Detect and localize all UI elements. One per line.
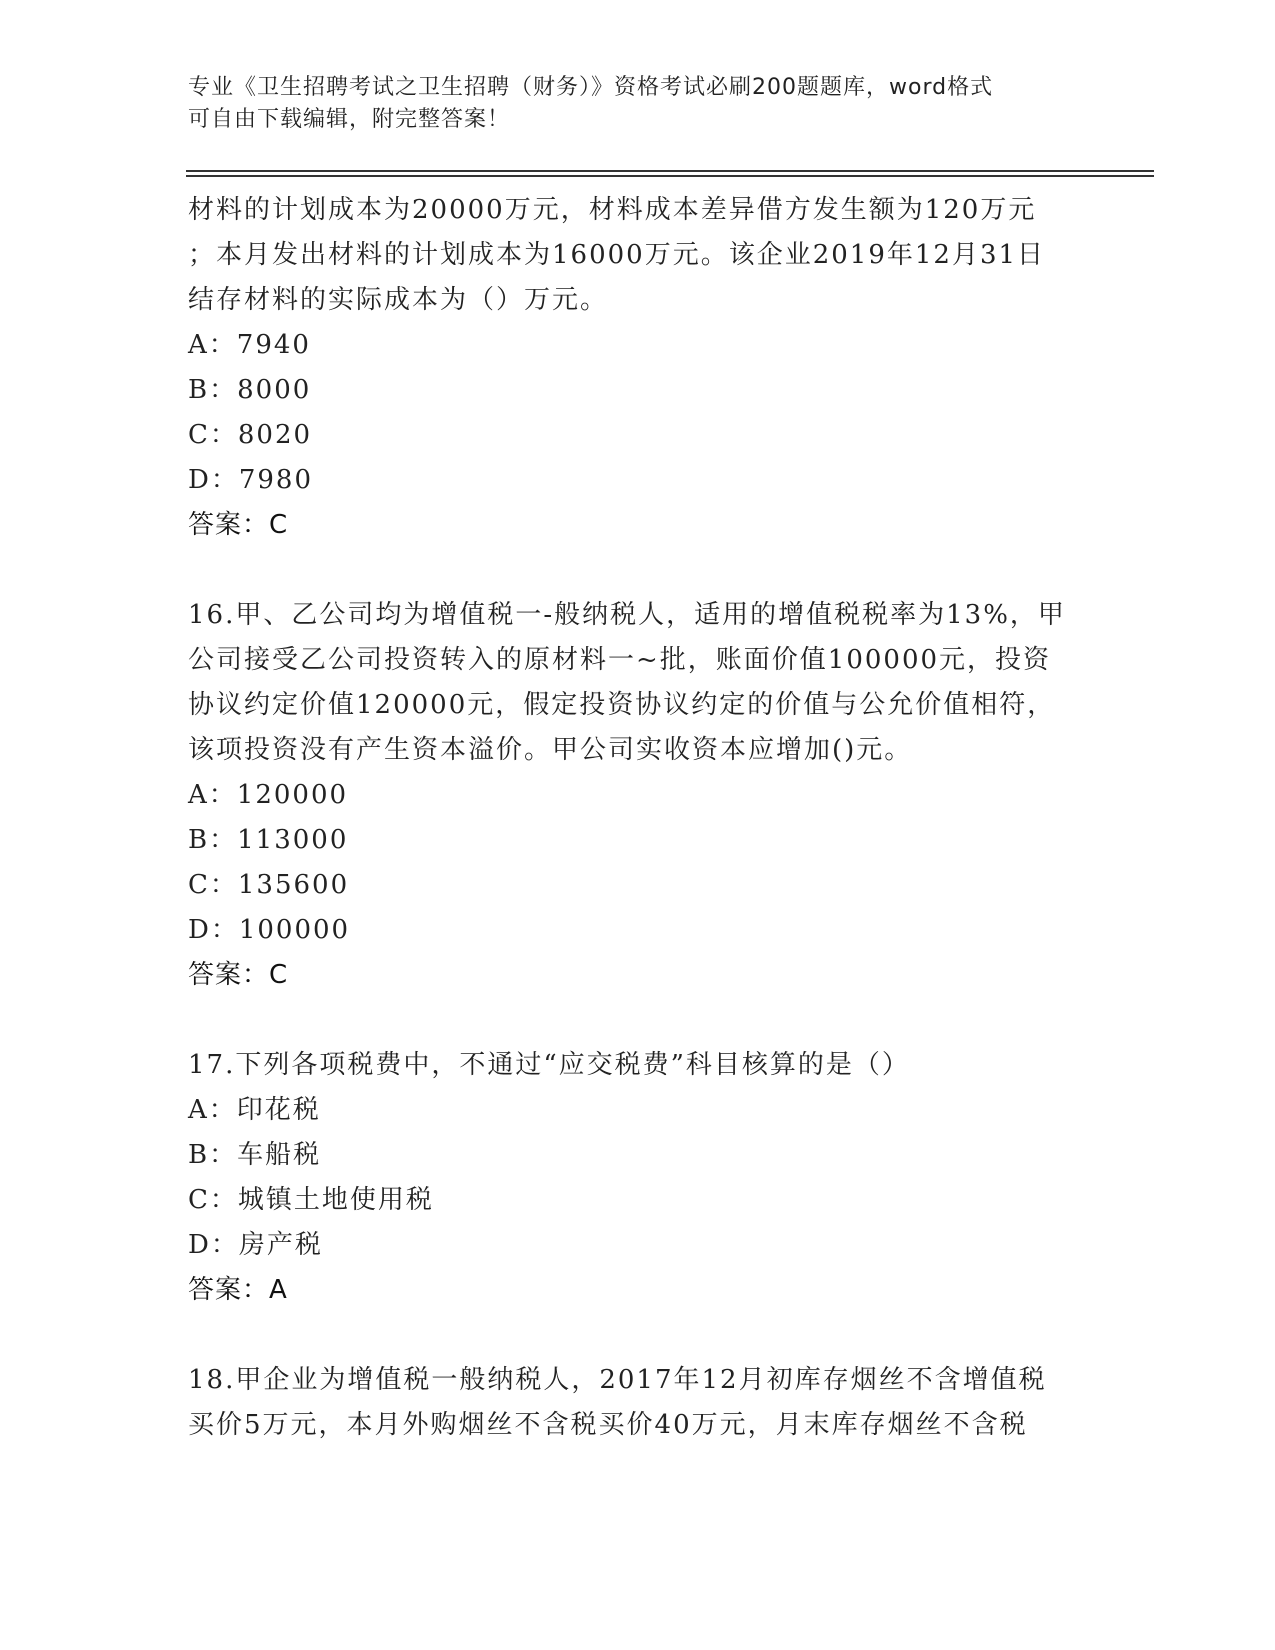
- question-17: [188, 1043, 1088, 1313]
- question-18: [188, 1358, 1088, 1448]
- question-15: [188, 188, 1088, 548]
- option-b: B：113000: [188, 825, 349, 855]
- option-a: A：120000: [188, 780, 349, 810]
- question-content: [188, 188, 1088, 1448]
- question-text-line: 公司接受乙公司投资转入的原材料一~批，账面价值100000元，投资: [188, 645, 1052, 675]
- option-d: D：100000: [188, 915, 351, 945]
- answer-line: 答案：C: [188, 960, 289, 990]
- question-text-line: 该项投资没有产生资本溢价。甲公司实收资本应增加()元。: [188, 735, 913, 765]
- option-c: C：135600: [188, 870, 350, 900]
- answer-line: 答案：A: [188, 1275, 288, 1305]
- option-a: A：印花税: [188, 1095, 321, 1125]
- header-line-2: 可自由下载编辑，附完整答案！: [188, 107, 511, 132]
- question-16: [188, 593, 1088, 998]
- option-d: D：房产税: [188, 1230, 323, 1260]
- question-spacer: [188, 998, 1088, 1043]
- option-b: B：车船税: [188, 1140, 322, 1170]
- question-spacer: [188, 1313, 1088, 1358]
- option-c: C：8020: [188, 420, 313, 450]
- option-d: D：7980: [188, 465, 314, 495]
- header-divider-top: [186, 170, 1154, 172]
- question-text-line: 协议约定价值120000元，假定投资协议约定的价值与公允价值相符，: [188, 690, 1056, 720]
- question-text-line: 结存材料的实际成本为（）万元。: [188, 285, 609, 315]
- option-c: C：城镇土地使用税: [188, 1185, 434, 1215]
- question-text-line: 材料的计划成本为20000万元，材料成本差异借方发生额为120万元: [188, 195, 1037, 225]
- question-text-line: 17.下列各项税费中，不通过“应交税费”科目核算的是（）: [188, 1050, 910, 1080]
- question-text-line: 18.甲企业为增值税一般纳税人，2017年12月初库存烟丝不含增值税: [188, 1365, 1047, 1395]
- question-spacer: [188, 548, 1088, 593]
- header-line-1: 专业《卫生招聘考试之卫生招聘（财务）》资格考试必刷200题题库，word格式: [188, 75, 994, 100]
- answer-line: 答案：C: [188, 510, 289, 540]
- question-text-line: ；本月发出材料的计划成本为16000万元。该企业2019年12月31日: [188, 240, 1046, 270]
- document-header: [188, 72, 1068, 136]
- question-text-line: 16.甲、乙公司均为增值税一-般纳税人，适用的增值税税率为13%，甲: [188, 600, 1066, 630]
- header-divider-bottom: [186, 175, 1154, 177]
- option-a: A：7940: [188, 330, 311, 360]
- option-b: B：8000: [188, 375, 312, 405]
- question-text-line: 买价5万元，本月外购烟丝不含税买价40万元，月末库存烟丝不含税: [188, 1410, 1028, 1440]
